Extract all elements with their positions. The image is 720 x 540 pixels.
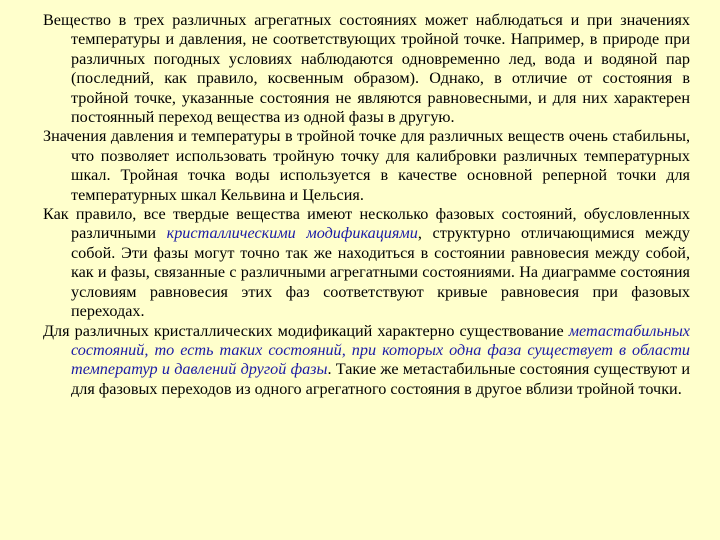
- paragraph-metastable-states: [43, 322, 690, 400]
- paragraph-crystal-modifications: [43, 205, 690, 321]
- emphasis-crystal-modifications: кристаллическими модификациями: [166, 224, 418, 243]
- paragraph-text: Вещество в трех различных агрегатных состояниях может наблюдаться и при значениях температуры и давления, не соответствующих тройной точке. Например, в природе при различных погодных условиях наблюдаются одновременно лед, вода и водяной пар (последний, как правило, косвенным образом). Однако, в отличие от состояния в тройной точке, указанные состояния не являются равновесными, и для них характерен постоянный переход вещества из одной фазы в другую.: [43, 11, 690, 127]
- paragraph-text-before: Как правило, все твердые вещества имеют несколько фазовых состояний, обусловленных различными: [43, 205, 690, 243]
- paragraph-triple-point-calibration: [43, 127, 690, 205]
- emphasis-metastable-definition: метастабильных состояний, то есть таких состояний, при которых одна фаза существует в области температур и давлений другой фазы: [71, 321, 690, 379]
- paragraph-text-after: , структурно отличающимися между собой. Эти фазы могут точно так же находиться в состоянии равновесия между собой, как и фазы, связанные с различными агрегатными состояниями. На диаграмме состояния условиям равновесия этих фаз соответствуют кривые равновесия при фазовых переходах.: [71, 224, 690, 321]
- paragraph-text: Значения давления и температуры в тройной точке для различных веществ очень стабильны, что позволяет использовать тройную точку для калибровки различных температурных шкал. Тройная точка воды используется в качестве основной реперной точки для температурных шкал Кельвина и Цельсия.: [43, 127, 690, 204]
- paragraph-non-equilibrium-states: [43, 11, 690, 127]
- paragraph-text-before: Для различных кристаллических модификаций характерно существование: [43, 321, 569, 340]
- paragraph-text-after: . Такие же метастабильные состояния существуют и для фазовых переходов из одного агрегатного состояния в другое вблизи тройной точки.: [71, 360, 690, 398]
